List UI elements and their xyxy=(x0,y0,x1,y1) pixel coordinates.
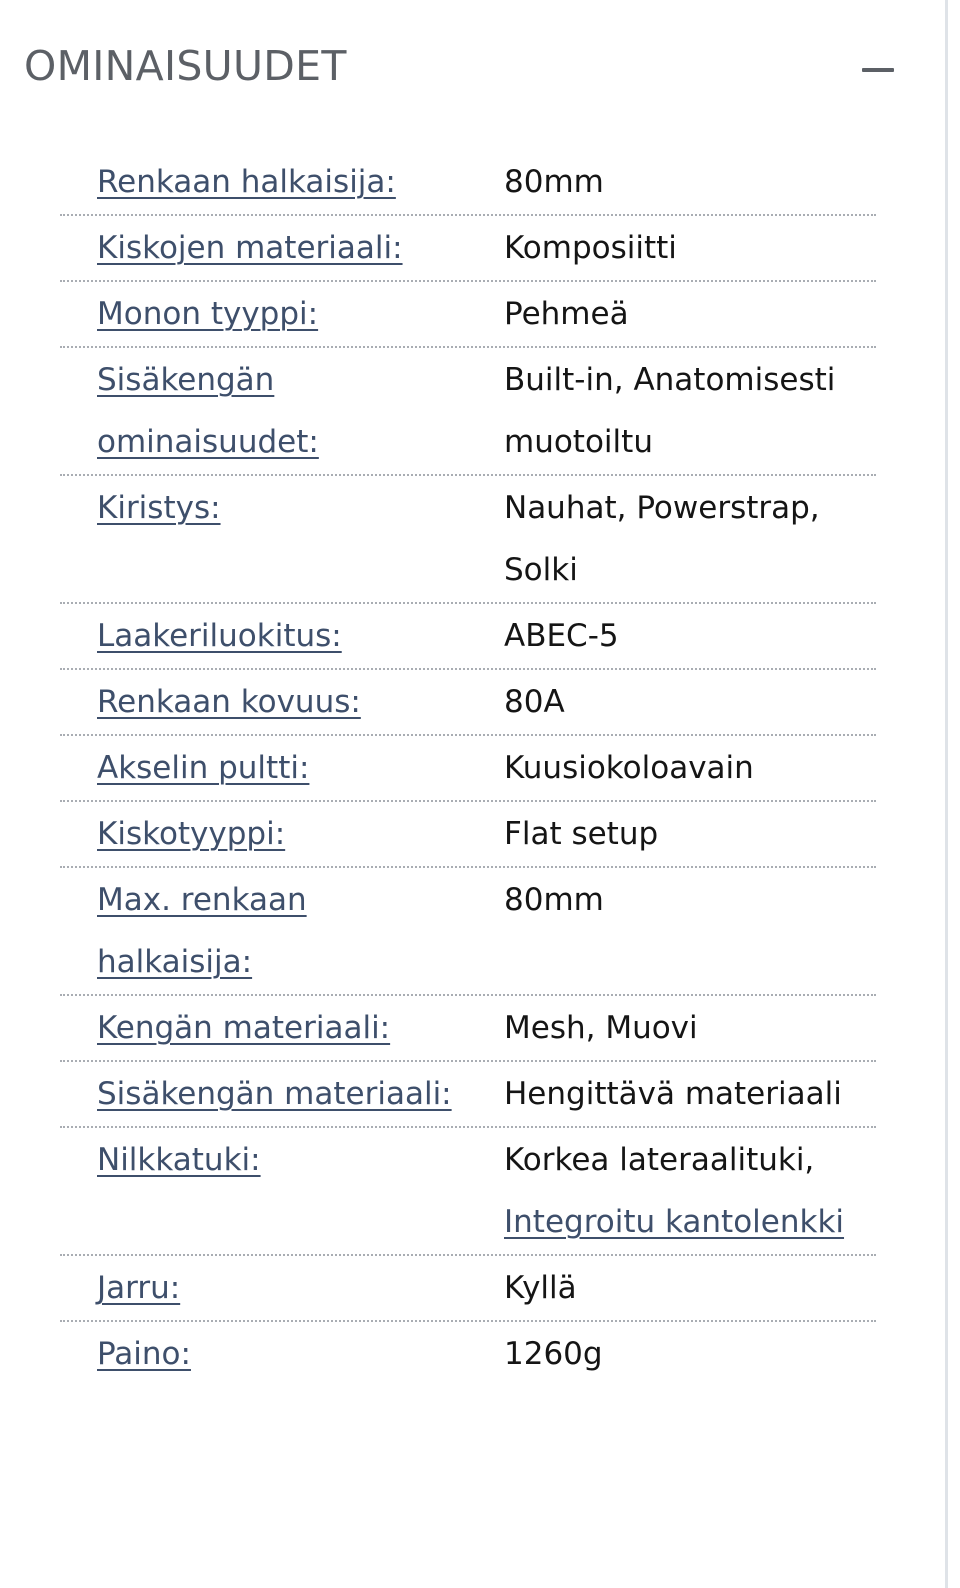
spec-row xyxy=(60,282,876,348)
spec-row xyxy=(60,868,876,996)
spec-label-link[interactable]: Paino: xyxy=(97,1336,191,1372)
spec-label-link[interactable]: Max. renkaan halkaisija: xyxy=(97,882,307,980)
spec-table xyxy=(60,150,876,1386)
spec-value: Mesh, Muovi xyxy=(504,1010,698,1046)
spec-label-link[interactable]: Laakeriluokitus: xyxy=(97,618,342,654)
spec-value: Korkea lateraalituki, xyxy=(504,1142,815,1178)
spec-label-link[interactable]: Kiskojen materiaali: xyxy=(97,230,403,266)
spec-row xyxy=(60,216,876,282)
spec-row xyxy=(60,604,876,670)
spec-value: 80A xyxy=(504,684,565,720)
spec-label-cell xyxy=(60,476,468,602)
spec-row xyxy=(60,476,876,604)
spec-label-link[interactable]: Jarru: xyxy=(97,1270,181,1306)
spec-value: Built-in, Anatomisesti muotoiltu xyxy=(504,362,836,460)
spec-row xyxy=(60,802,876,868)
spec-label-link[interactable]: Nilkkatuki: xyxy=(97,1142,261,1178)
spec-value: 1260g xyxy=(504,1336,603,1372)
spec-label-link[interactable]: Akselin pultti: xyxy=(97,750,310,786)
spec-row xyxy=(60,1062,876,1128)
spec-label-cell xyxy=(60,1256,468,1320)
spec-row xyxy=(60,1128,876,1256)
spec-label-cell xyxy=(60,736,468,800)
spec-row xyxy=(60,736,876,802)
spec-label-cell xyxy=(60,996,468,1060)
spec-value: Flat setup xyxy=(504,816,659,852)
spec-row xyxy=(60,150,876,216)
spec-label-cell xyxy=(60,282,468,346)
spec-label-cell xyxy=(60,802,468,866)
spec-row xyxy=(60,1322,876,1386)
spec-label-cell xyxy=(60,216,468,280)
spec-row xyxy=(60,1256,876,1322)
spec-row xyxy=(60,348,876,476)
spec-label-link[interactable]: Renkaan halkaisija: xyxy=(97,164,396,200)
spec-label-cell xyxy=(60,670,468,734)
spec-label-cell xyxy=(60,1322,468,1386)
spec-row xyxy=(60,996,876,1062)
section-title: OMINAISUUDET xyxy=(24,42,347,90)
spec-value: Nauhat, Powerstrap, Solki xyxy=(504,490,820,588)
spec-label-link[interactable]: Kiskotyyppi: xyxy=(97,816,286,852)
spec-value: 80mm xyxy=(504,882,604,918)
features-header[interactable] xyxy=(0,0,945,130)
spec-label-cell xyxy=(60,1062,468,1126)
spec-label-link[interactable]: Kiristys: xyxy=(97,490,221,526)
spec-value: Kyllä xyxy=(504,1270,577,1306)
spec-value: Hengittävä materiaali xyxy=(504,1076,842,1112)
spec-label-link[interactable]: Monon tyyppi: xyxy=(97,296,319,332)
spec-value: Kuusiokoloavain xyxy=(504,750,754,786)
spec-label-link[interactable]: Renkaan kovuus: xyxy=(97,684,361,720)
spec-label-link[interactable]: Kengän materiaali: xyxy=(97,1010,391,1046)
spec-value: ABEC-5 xyxy=(504,618,619,654)
spec-value: Pehmeä xyxy=(504,296,629,332)
minus-icon[interactable] xyxy=(860,66,896,74)
spec-label-link[interactable]: Sisäkengän materiaali: xyxy=(97,1076,452,1112)
spec-value: 80mm xyxy=(504,164,604,200)
spec-label-cell xyxy=(60,150,468,214)
spec-row xyxy=(60,670,876,736)
spec-label-cell xyxy=(60,1128,468,1254)
spec-value: Komposiitti xyxy=(504,230,677,266)
spec-label-link[interactable]: Sisäkengän ominaisuudet: xyxy=(97,362,319,460)
spec-label-cell xyxy=(60,348,468,474)
minus-icon-bar xyxy=(862,68,894,72)
spec-label-cell xyxy=(60,604,468,668)
spec-value-link[interactable]: Integroitu kantolenkki xyxy=(504,1204,845,1240)
spec-label-cell xyxy=(60,868,468,994)
spec-value-cell xyxy=(468,1128,876,1254)
